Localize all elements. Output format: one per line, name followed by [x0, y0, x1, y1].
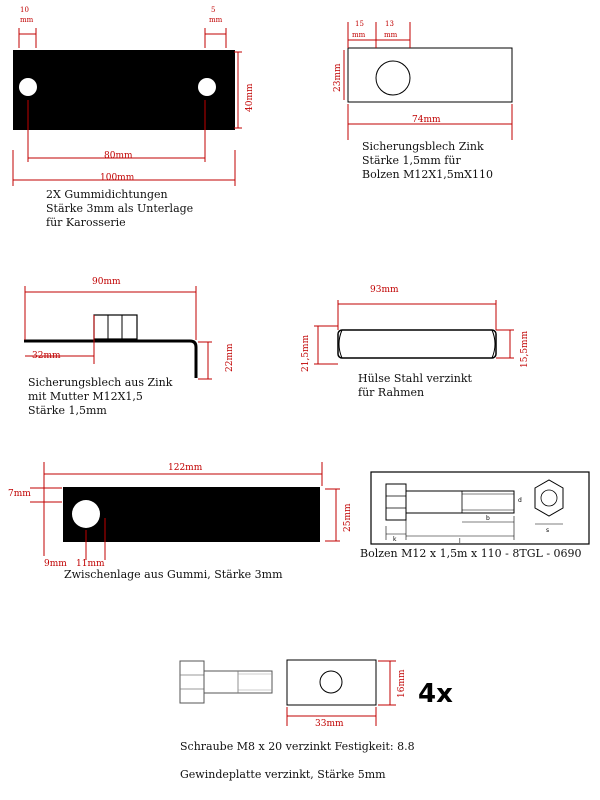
bolzen-label-s: s — [546, 527, 550, 534]
gummi-caption-line: 2X Gummidichtungen — [46, 188, 168, 201]
bolzen-label-d: d — [518, 497, 522, 504]
gummi-dim-top-left: 10 — [20, 6, 29, 14]
bolzen-head — [386, 484, 406, 520]
zink-caption — [362, 140, 493, 182]
huelse-caption-line: Hülse Stahl verzinkt — [358, 372, 472, 385]
gummi-hole-left — [19, 78, 37, 96]
zwischenlage-hole — [72, 500, 100, 528]
bolzen-shank — [406, 491, 514, 513]
sicherungsblech-mutter-drawing — [24, 277, 235, 379]
gummi-dim-top-right-unit: mm — [209, 16, 223, 24]
zink-dim-width: 74mm — [412, 115, 441, 125]
zwischenlage-drawing — [8, 462, 353, 569]
zink-dim-right: 13 — [385, 20, 394, 28]
mutter-caption-line: Stärke 1,5mm — [28, 404, 107, 417]
gewindeplatte-caption: Gewindeplatte verzinkt, Stärke 5mm — [180, 768, 386, 781]
zink-caption-line: Stärke 1,5mm für — [362, 154, 461, 167]
huelse-caption-line: für Rahmen — [358, 386, 425, 399]
gummi-dim-top-left-unit: mm — [20, 16, 34, 24]
huelse-dim-length: 93mm — [370, 285, 399, 295]
bolzen-drawing — [371, 472, 589, 545]
huelse-dim-left: 21,5mm — [301, 334, 311, 372]
mutter-dim-left: 32mm — [32, 351, 61, 361]
gummi-dim-total: 100mm — [100, 173, 135, 183]
gummi-caption-line: für Karosserie — [46, 216, 126, 229]
zink-plate — [348, 48, 512, 102]
zwischenlage-dim-top: 7mm — [8, 489, 31, 499]
zwischenlage-dim-bottom-left: 9mm — [44, 559, 67, 569]
huelse-tube — [338, 330, 496, 358]
zwischenlage-dim-width: 122mm — [168, 463, 203, 473]
gummi-dim-inner: 80mm — [104, 151, 133, 161]
zink-caption-line: Bolzen M12X1,5mX110 — [362, 168, 493, 181]
bolzen-label-b: b — [486, 515, 490, 522]
gummi-caption — [46, 188, 193, 230]
huelse-drawing — [301, 285, 530, 372]
gummi-dim-height: 40mm — [245, 83, 255, 112]
mutter-caption-line: Sicherungsblech aus Zink — [28, 376, 173, 389]
zink-caption-line: Sicherungsblech Zink — [362, 140, 484, 153]
zwischenlage-dim-bottom-right: 11mm — [76, 559, 105, 569]
gewindeplatte-hole — [320, 671, 342, 693]
bolzen-caption-line: Bolzen M12 x 1,5m x 110 - 8TGL - 0690 — [360, 547, 582, 560]
mutter-caption-line: mit Mutter M12X1,5 — [28, 390, 143, 403]
sicherungsblech-zink-drawing — [333, 20, 512, 140]
mutter-dim-top: 90mm — [92, 277, 121, 287]
bolzen-caption — [360, 547, 582, 561]
schraube-caption: Schraube M8 x 20 verzinkt Festigkeit: 8.8 — [180, 740, 415, 753]
zink-hole — [376, 61, 410, 95]
zwischenlage-plate — [63, 487, 320, 542]
gummi-plate-drawing — [13, 6, 255, 186]
zink-dim-height: 23mm — [333, 63, 343, 92]
huelse-dim-right: 15,5mm — [520, 330, 530, 368]
zwischenlage-caption — [64, 568, 283, 582]
mutter-caption — [28, 376, 172, 418]
platte-dim-height: 16mm — [397, 669, 407, 698]
gummi-hole-right — [198, 78, 216, 96]
quantity-label: 4x — [418, 679, 453, 709]
platte-dim-width: 33mm — [315, 719, 344, 729]
zwischenlage-dim-height: 25mm — [343, 503, 353, 532]
mutter-dim-right: 22mm — [225, 343, 235, 372]
gummi-dim-top-right: 5 — [211, 6, 216, 14]
gummi-caption-line: Stärke 3mm als Unterlage — [46, 202, 194, 215]
bolzen-label-k: k — [393, 536, 397, 543]
bolzen-label-l: l — [459, 538, 461, 545]
schraube-head — [180, 661, 204, 703]
mutter-nut — [94, 315, 137, 339]
zink-dim-left-unit: mm — [352, 31, 366, 39]
schraube-platte-drawing — [180, 660, 453, 729]
zwischenlage-caption-line: Zwischenlage aus Gummi, Stärke 3mm — [64, 568, 283, 581]
zink-dim-right-unit: mm — [384, 31, 398, 39]
zink-dim-left: 15 — [355, 20, 364, 28]
huelse-caption — [358, 372, 472, 400]
